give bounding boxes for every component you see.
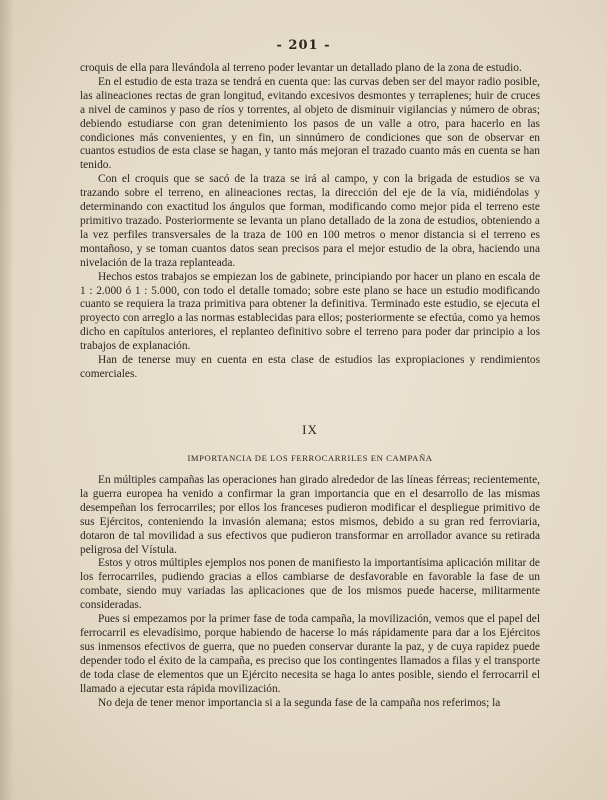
page-number: - 201 - <box>276 38 331 53</box>
body-text-bottom <box>80 474 540 710</box>
page-gutter-shadow <box>0 0 14 800</box>
paragraph: Estos y otros múltiples ejemplos nos ponen de manifiesto la importantísima aplicación militar de los ferrocarriles, pudiendo gracias a ellos cambiarse de desfavorable en favorable la fase de un combate, siendo muy variadas las aplicaciones que de los mismos puede hacerse, militarmente consideradas. <box>80 557 540 612</box>
paragraph: Hechos estos trabajos se empiezan los de gabinete, principiando por hacer un plano en escala de 1 : 2.000 ó 1 : 5.000, con todo el detalle tomado; sobre este plano se hace un estudio modificando cuanto se requiera la traza primitiva para obtener la definitiva. Terminado este estudio, se ejecuta el proyecto con arreglo a las normas establecidas para ellos; posteriormente se efectúa, como ya hemos dicho en capítulos anteriores, el replanteo definitivo sobre el terreno para poder dar principio a los trabajos de explanación. <box>80 270 540 353</box>
paragraph: En el estudio de esta traza se tendrá en cuenta que: las curvas deben ser del mayor radio posible, las alineaciones rectas de gran longitud, evitando excesivos desmontes y terraplenes; huir de cruces a nivel de caminos y paso de ríos y torrentes, al objeto de disminuir vigilancias y número de obras; debiendo estudiarse con gran detenimiento los pasos de un valle a otro, para hacerlo en las condiciones más convenientes, y en fin, un sinnúmero de condiciones que son de observar en cuantos estudios de esta clase se hagan, y tanto más mejoran el trazado cuanto más en cuenta se han tenido. <box>80 75 540 172</box>
paragraph: Han de tenerse muy en cuenta en esta clase de estudios las expropiaciones y rendimientos comerciales. <box>80 354 540 380</box>
paragraph: Con el croquis que se sacó de la traza se irá al campo, y con la brigada de estudios se va trazando sobre el terreno, en alineaciones rectas, la dirección del eje de la vía, midiéndolas y determinando con exactitud los ángulos que forman, modificando como mejor pida el terreno este primitivo trazado. Posteriormente se levanta un plano detallado de la zona de estudios, obteniendo a la vez perfiles transversales de la traza de 100 en 100 metros o menor distancia si el terreno es montañoso, y se toman cuantos datos sean precisos para el mejor estudio de la obra, haciendo una nivelación de la traza replanteada. <box>80 173 540 269</box>
chapter-number: IX <box>302 422 318 437</box>
body-text-top <box>80 62 540 382</box>
section-title: IMPORTANCIA DE LOS FERROCARRILES EN CAMPAÑA <box>187 453 433 463</box>
paragraph: En múltiples campañas las operaciones han girado alrededor de las líneas férreas; recientemente, la guerra europea ha venido a confirmar la gran importancia que en el desarrollo de las mismas desempeñan los ferrocarriles; por ellos los franceses pudieron modificar el despliegue primitivo de sus Ejércitos, conteniendo la invasión alemana; estos mismos, debido a su gran red ferroviaria, dotaron de tal movilidad a sus efectivos que pudieron transformar en arrollador avance su retirada peligrosa del Vístula. <box>80 474 540 556</box>
paragraph: Pues si empezamos por la primer fase de toda campaña, la movilización, vemos que el papel del ferrocarril es elevadísimo, porque habiendo de hacerse lo más rápidamente para dar a los Ejércitos sus inmensos efectivos de guerra, que no pueden conservar durante la paz, y de cuya rapidez puede depender todo el éxito de la campaña, es preciso que los contingentes llamados a filas y el transporte de toda clase de elementos que un Ejército necesita se haga lo antes posible, siendo el ferrocarril el llamado a ejecutar esta rápida movilización. <box>80 613 540 695</box>
paragraph: No deja de tener menor importancia si a la segunda fase de la campaña nos referimos; la <box>98 696 501 709</box>
paragraph: croquis de ella para llevándola al terreno poder levantar un detallado plano de la zona de estudio. <box>80 62 522 74</box>
